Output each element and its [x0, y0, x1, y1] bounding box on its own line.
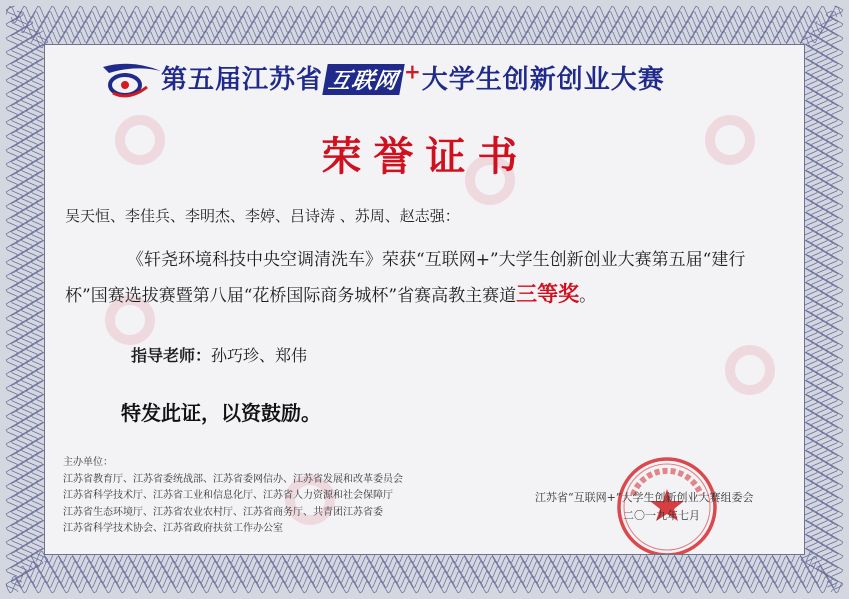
organizing-committee: 江苏省“互联网+”大学生创新创业大赛组委会: [535, 491, 754, 504]
watermark-c-mark: [725, 345, 775, 395]
advisor-names: 孙巧珍、郑伟: [211, 346, 308, 365]
title-prefix: 第五届江苏省: [161, 65, 324, 95]
award-statement: [65, 243, 785, 313]
competition-logo-icon: [99, 57, 165, 101]
award-statement-end: 。: [579, 286, 597, 306]
award-statement-text: 《轩尧环境科技中央空调清洗车》荣获“互联网+”大学生创新创业大赛第五届“建行杯”国赛选拔赛暨第八届“花桥国际商务城杯”省赛高教主赛道: [65, 250, 746, 306]
official-seal-icon: [615, 455, 719, 555]
internet-badge: 互联网: [322, 64, 404, 95]
award-level: 三等奖: [516, 281, 580, 306]
recipient-names: 吴天恒、李佳兵、李明杰、李婷、吕诗涛 、苏周、赵志强：: [65, 207, 460, 225]
advisor-label: 指导老师：: [131, 346, 212, 365]
organizers-label: 主办单位：: [63, 457, 113, 468]
issue-date: 二〇一九年七月: [623, 509, 700, 522]
competition-title: [161, 59, 781, 96]
organizer-line: 江苏省生态环境厅、江苏省农业农村厅、江苏省商务厅、共青团江苏省委: [63, 506, 383, 518]
plus-mark: +: [404, 59, 422, 84]
organizer-line: 江苏省教育厅、江苏省委统战部、江苏省委网信办、江苏省发展和改革委员会: [63, 473, 403, 485]
closing-statement: 特发此证，以资鼓励。: [121, 401, 321, 425]
advisors-line: [131, 343, 307, 366]
organizers-block: [63, 455, 403, 538]
title-suffix: 大学生创新创业大赛: [421, 65, 665, 95]
certificate-paper: [44, 44, 805, 555]
organizer-line: 江苏省科学技术协会、江苏省政府扶贫工作办公室: [63, 523, 283, 534]
certificate-heading: 荣誉证书: [321, 133, 530, 180]
organizer-line: 江苏省科学技术厅、江苏省工业和信息化厅、江苏省人力资源和社会保障厅: [63, 490, 393, 501]
